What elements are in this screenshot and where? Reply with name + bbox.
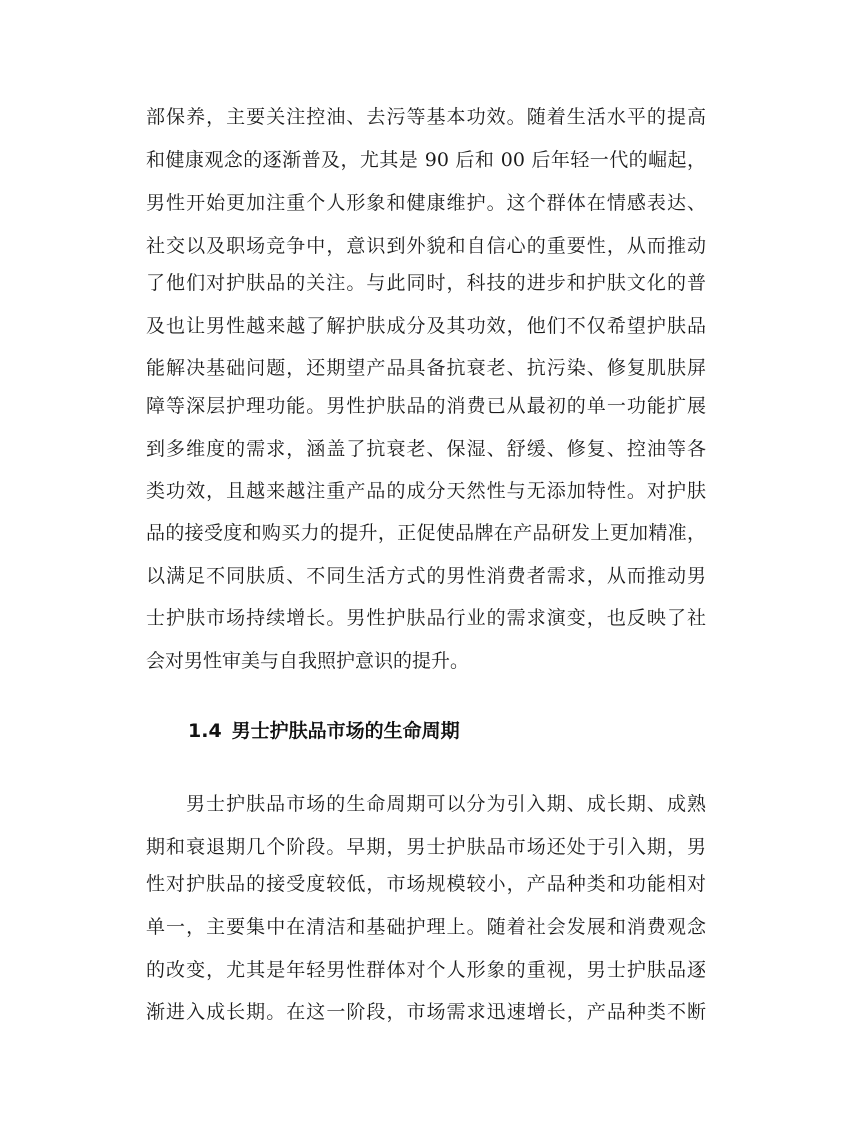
paragraph-line: 能解决基础问题，还期望产品具备抗衰老、抗污染、修复肌肤屏 [146,357,706,379]
paragraph-line: 男性开始更加注重个人形象和健康维护。这个群体在情感表达、 [146,192,706,214]
paragraph-line: 单一，主要集中在清洁和基础护理上。随着社会发展和消费观念 [146,916,706,938]
paragraph-line: 了他们对护肤品的关注。与此同时，科技的进步和护肤文化的普 [146,272,706,294]
paragraph-line: 期和衰退期几个阶段。早期，男士护肤品市场还处于引入期，男 [146,836,706,858]
paragraph-line: 类功效，且越来越注重产品的成分天然性与无添加特性。对护肤 [146,480,706,502]
paragraph-line: 以满足不同肤质、不同生活方式的男性消费者需求，从而推动男 [146,565,706,587]
paragraph-line: 男士护肤品市场的生命周期可以分为引入期、成长期、成熟 [186,793,706,815]
section-number: 1.4 [188,720,222,742]
paragraph-line: 和健康观念的逐渐普及，尤其是 90 后和 00 后年轻一代的崛起， [146,149,706,171]
section-title: 男士护肤品市场的生命周期 [231,720,460,742]
paragraph-line: 渐进入成长期。在这一阶段，市场需求迅速增长，产品种类不断 [146,1001,706,1023]
section-heading [188,716,460,746]
paragraph-line: 性对护肤品的接受度较低，市场规模较小，产品种类和功能相对 [146,873,706,895]
paragraph-line: 的改变，尤其是年轻男性群体对个人形象的重视，男士护肤品逐 [146,959,706,981]
paragraph-line: 部保养，主要关注控油、去污等基本功效。随着生活水平的提高 [146,106,706,128]
paragraph-line: 及也让男性越来越了解护肤成分及其功效，他们不仅希望护肤品 [146,315,706,337]
paragraph-line: 社交以及职场竞争中，意识到外貌和自信心的重要性，从而推动 [146,235,706,257]
paragraph-line: 到多维度的需求，涵盖了抗衰老、保湿、舒缓、修复、控油等各 [146,438,706,460]
paragraph-line: 会对男性审美与自我照护意识的提升。 [146,650,470,672]
paragraph-line: 士护肤市场持续增长。男性护肤品行业的需求演变，也反映了社 [146,607,706,629]
paragraph-line: 品的接受度和购买力的提升，正促使品牌在产品研发上更加精准， [146,522,706,544]
paragraph-line: 障等深层护理功能。男性护肤品的消费已从最初的单一功能扩展 [146,395,706,417]
